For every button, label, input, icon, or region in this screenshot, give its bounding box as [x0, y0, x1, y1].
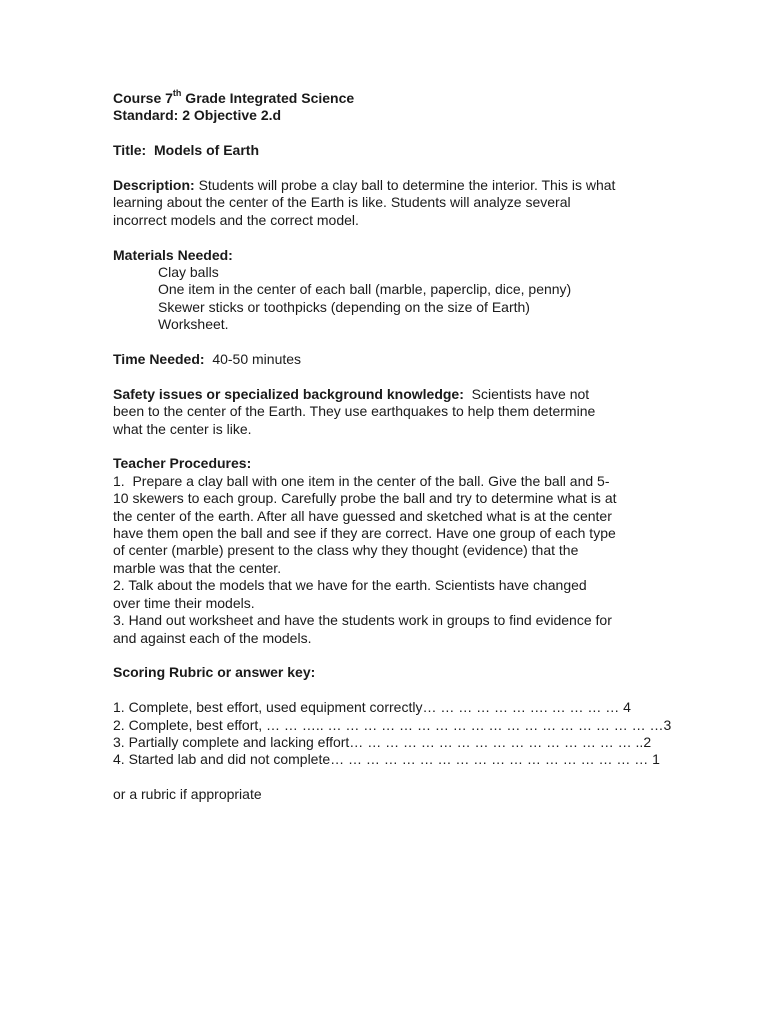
material-item: Skewer sticks or toothpicks (depending on the size of Earth) [158, 298, 530, 315]
procedures-label: Teacher Procedures: [113, 455, 252, 472]
description-text: Students will probe a clay ball to determine the interior. This is what [194, 177, 616, 193]
course-name: Grade Integrated Science [181, 90, 355, 106]
procedure-line: 10 skewers to each group. Carefully probe the ball and try to determine what is at [113, 490, 617, 507]
rubric-section [113, 664, 672, 803]
material-item: Clay balls [158, 264, 219, 281]
description-text: incorrect models and the correct model. [113, 211, 359, 228]
procedure-line: marble was that the center. [113, 559, 282, 576]
title-label: Title: [113, 142, 147, 159]
course-label: Course 7 [113, 90, 173, 106]
procedure-line: and against each of the models. [113, 629, 312, 646]
safety-section [113, 386, 658, 438]
safety-text: what the center is like. [113, 420, 252, 437]
rubric-footer: or a rubric if appropriate [113, 786, 262, 803]
title-line [113, 142, 658, 159]
procedure-line: 1. Prepare a clay ball with one item in the center of the ball. Give the ball and 5- [113, 472, 610, 489]
procedure-line: of center (marble) present to the class why they thought (evidence) that the [113, 542, 579, 559]
time-label: Time Needed: [113, 351, 205, 368]
time-needed-line [113, 351, 658, 368]
description-section [113, 177, 658, 229]
time-value: 40-50 minutes [204, 351, 302, 368]
description-text: learning about the center of the Earth is like. Students will analyze several [113, 194, 571, 211]
materials-section [113, 247, 658, 334]
procedure-line: have them open the ball and see if they are correct. Have one group of each type [113, 525, 616, 542]
description-label: Description: [113, 177, 195, 193]
procedure-line: over time their models. [113, 594, 255, 611]
safety-text: been to the center of the Earth. They use earthquakes to help them determine [113, 403, 596, 420]
rubric-item: 2. Complete, best effort, … … ….. … … … … … … … … … … … … … … … … … … …3 [113, 716, 672, 733]
rubric-label: Scoring Rubric or answer key: [113, 664, 316, 681]
procedure-line: 3. Hand out worksheet and have the students work in groups to find evidence for [113, 612, 612, 629]
document-body [113, 88, 672, 804]
rubric-item: 1. Complete, best effort, used equipment correctly… … … … … … …. … … … … 4 [113, 699, 631, 716]
material-item: Worksheet. [158, 316, 229, 333]
procedure-line: 2. Talk about the models that we have for the earth. Scientists have changed [113, 577, 587, 594]
rubric-item: 4. Started lab and did not complete… … … … … … … … … … … … … … … … … … 1 [113, 751, 660, 768]
rubric-item: 3. Partially complete and lacking effort… … … … … … … … … … … … … … … … ..2 [113, 733, 652, 750]
procedure-line: the center of the earth. After all have guessed and sketched what is at the center [113, 507, 612, 524]
standard-line: Standard: 2 Objective 2.d [113, 107, 282, 124]
safety-text: Scientists have not [463, 385, 590, 402]
safety-label: Safety issues or specialized background knowledge: [113, 385, 464, 402]
material-item: One item in the center of each ball (marble, paperclip, dice, penny) [158, 281, 572, 298]
title-value: Models of Earth [153, 142, 259, 159]
course-superscript: th [172, 88, 182, 99]
materials-label: Materials Needed: [113, 246, 233, 263]
course-line [113, 90, 658, 107]
procedures-section [113, 455, 658, 646]
